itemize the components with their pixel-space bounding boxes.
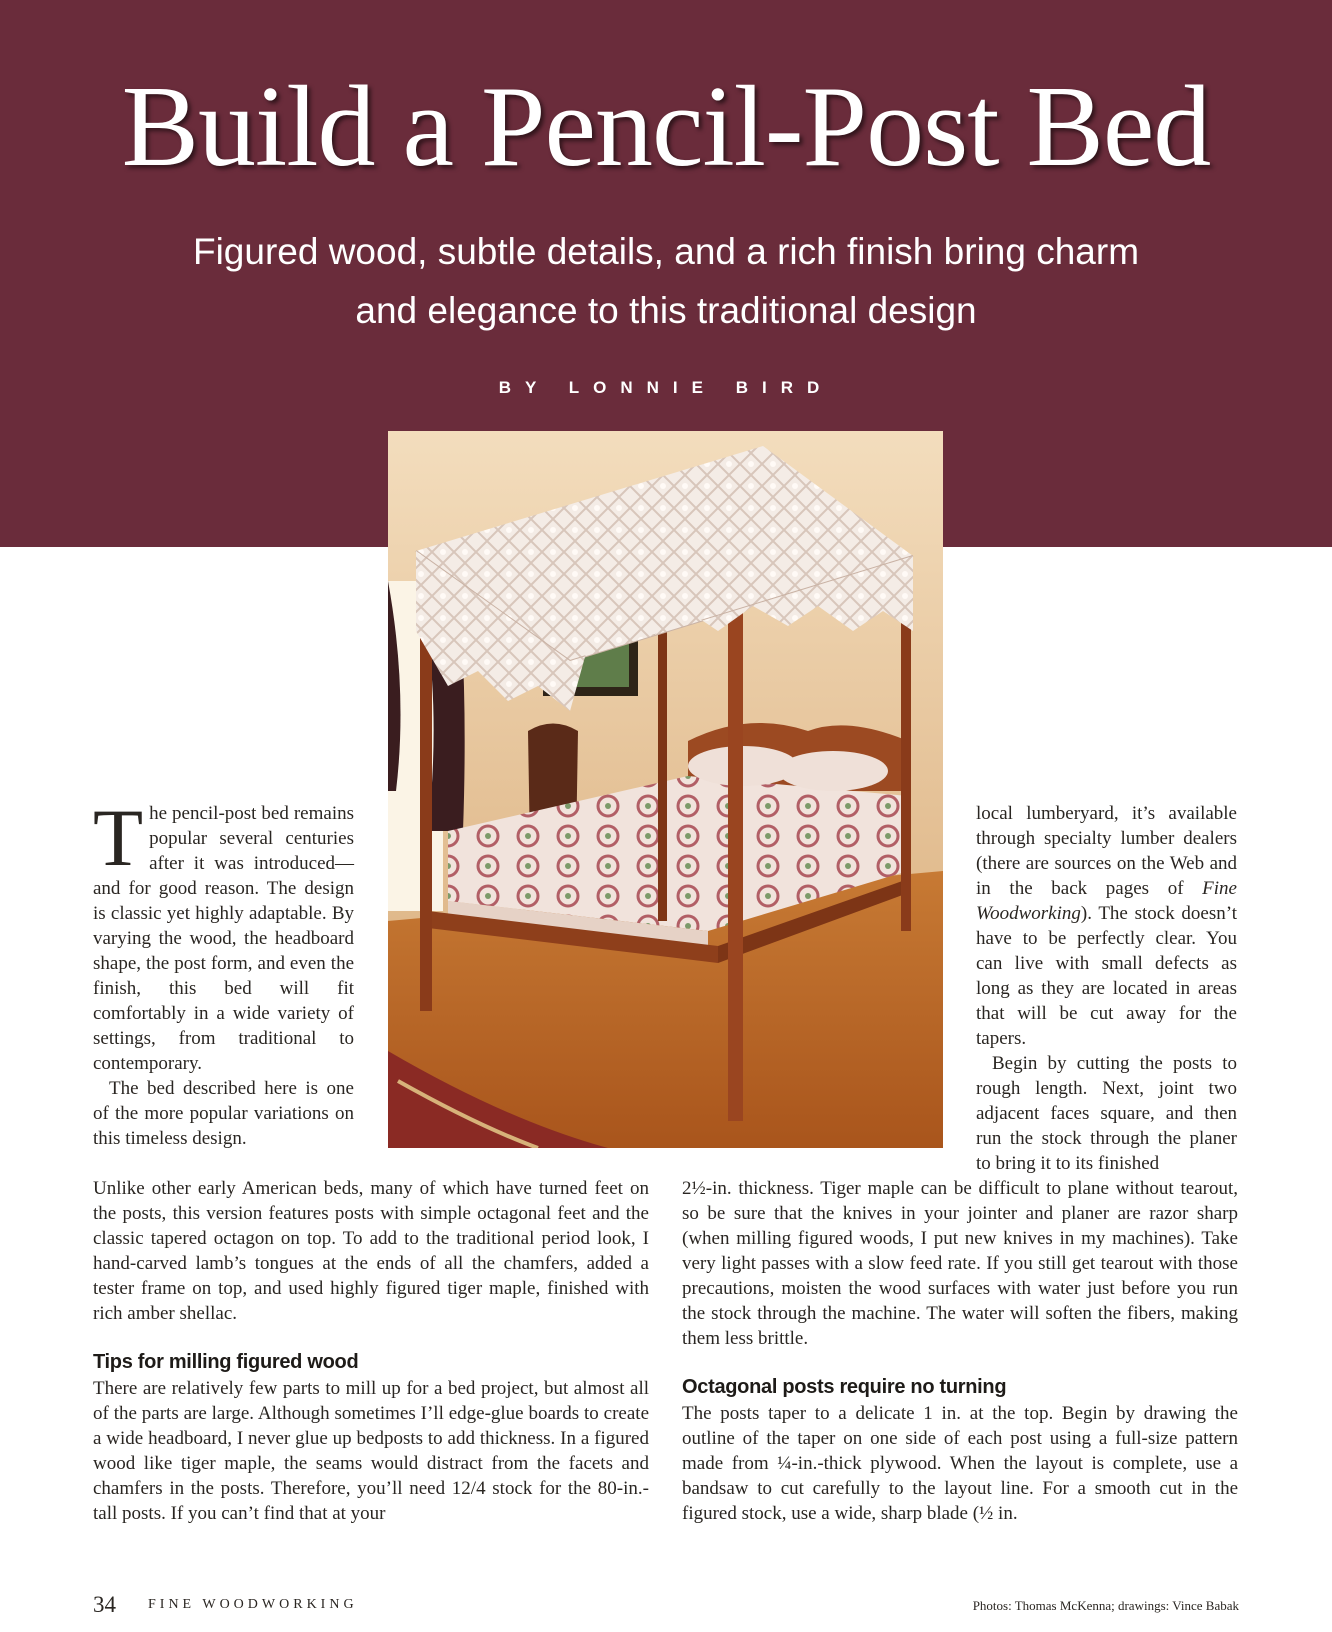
paragraph-3: Unlike other early American beds, many of which have turned feet on the posts, this version features posts with simple octagonal feet and the classic tapered octagon on top. To add to the traditional period look, I hand-carved lamb’s tongues at the ends of all the chamfers, added a tester frame on top, and used highly figured tiger maple, finished with rich amber shellac.: [93, 1178, 649, 1324]
paragraph-milling: There are relatively few parts to mill up for a bed project, but almost all of the parts are large. Although sometimes I’ll edge-glue boards to create a wide headboard, I never glue up bedposts to add thickness. In a figured wood like tiger maple, the seams would distract from the facets and chamfers in the posts. Therefore, you’ll need 12/4 stock for the 80-in.-tall posts. If you can’t find that at your: [93, 1378, 649, 1524]
magazine-name: FINE WOODWORKING: [148, 1597, 358, 1612]
paragraph-octagonal: The posts taper to a delicate 1 in. at the top. Begin by drawing the outline of the taper on one side of each post using a full-size pattern made from ¼-in.-thick plywood. When the layout is complete, use a bandsaw to cut carefully to the layout line. For a smooth cut in the figured stock, use a wide, sharp blade (½ in.: [682, 1403, 1238, 1524]
drop-cap: T: [93, 792, 144, 883]
article-title: Build a Pencil-Post Bed: [121, 63, 1211, 191]
bed-photo: [388, 431, 943, 1148]
photo-credits: Photos: Thomas McKenna; drawings: Vince Babak: [972, 1598, 1239, 1613]
paragraph-lumber: local lumberyard, it’s available through specialty lumber dealers (there are sources on the Web and in the back pages of Fine Woodworking). The stock doesn’t have to be perfectly clear. You can live with small defects as long as they are located in areas that will be cut away for the tapers.: [976, 803, 1237, 1049]
right-intro: [976, 801, 1237, 1176]
paragraph-rough-length: Begin by cutting the posts to rough length. Next, joint two adjacent faces square, and then run the stock through the planer to bring it to its finished: [976, 1053, 1237, 1174]
paragraph-thickness: 2½-in. thickness. Tiger maple can be difficult to plane without tearout, so be sure that the knives in your jointer and planer are razor sharp (when milling figured woods, I put new knives in my machines). Take very light passes with a slow feed rate. If you still get tearout with those precautions, moisten the wood surfaces with water just before you run the stock through the machine. The water will soften the fibers, making them less brittle.: [682, 1178, 1238, 1349]
intro-paragraph: he pencil-post bed remains popular several centuries after it was introduced—and for good reason. The design is classic yet highly adaptable. By varying the wood, the headboard shape, the post form, and even the finish, this bed will fit comfortably in a wide variety of settings, from traditional to contemporary.: [93, 803, 354, 1074]
page-number: 34: [93, 1592, 116, 1617]
left-intro: [93, 792, 354, 1151]
heading-octagonal: Octagonal posts require no turning: [682, 1376, 1007, 1398]
paragraph-2: The bed described here is one of the more popular variations on this timeless design.: [93, 1078, 354, 1149]
article-subtitle: Figured wood, subtle details, and a rich finish bring charm and elegance to this traditional design: [192, 231, 1140, 331]
byline: BY LONNIE BIRD: [498, 378, 834, 397]
heading-milling: Tips for milling figured wood: [93, 1351, 359, 1373]
